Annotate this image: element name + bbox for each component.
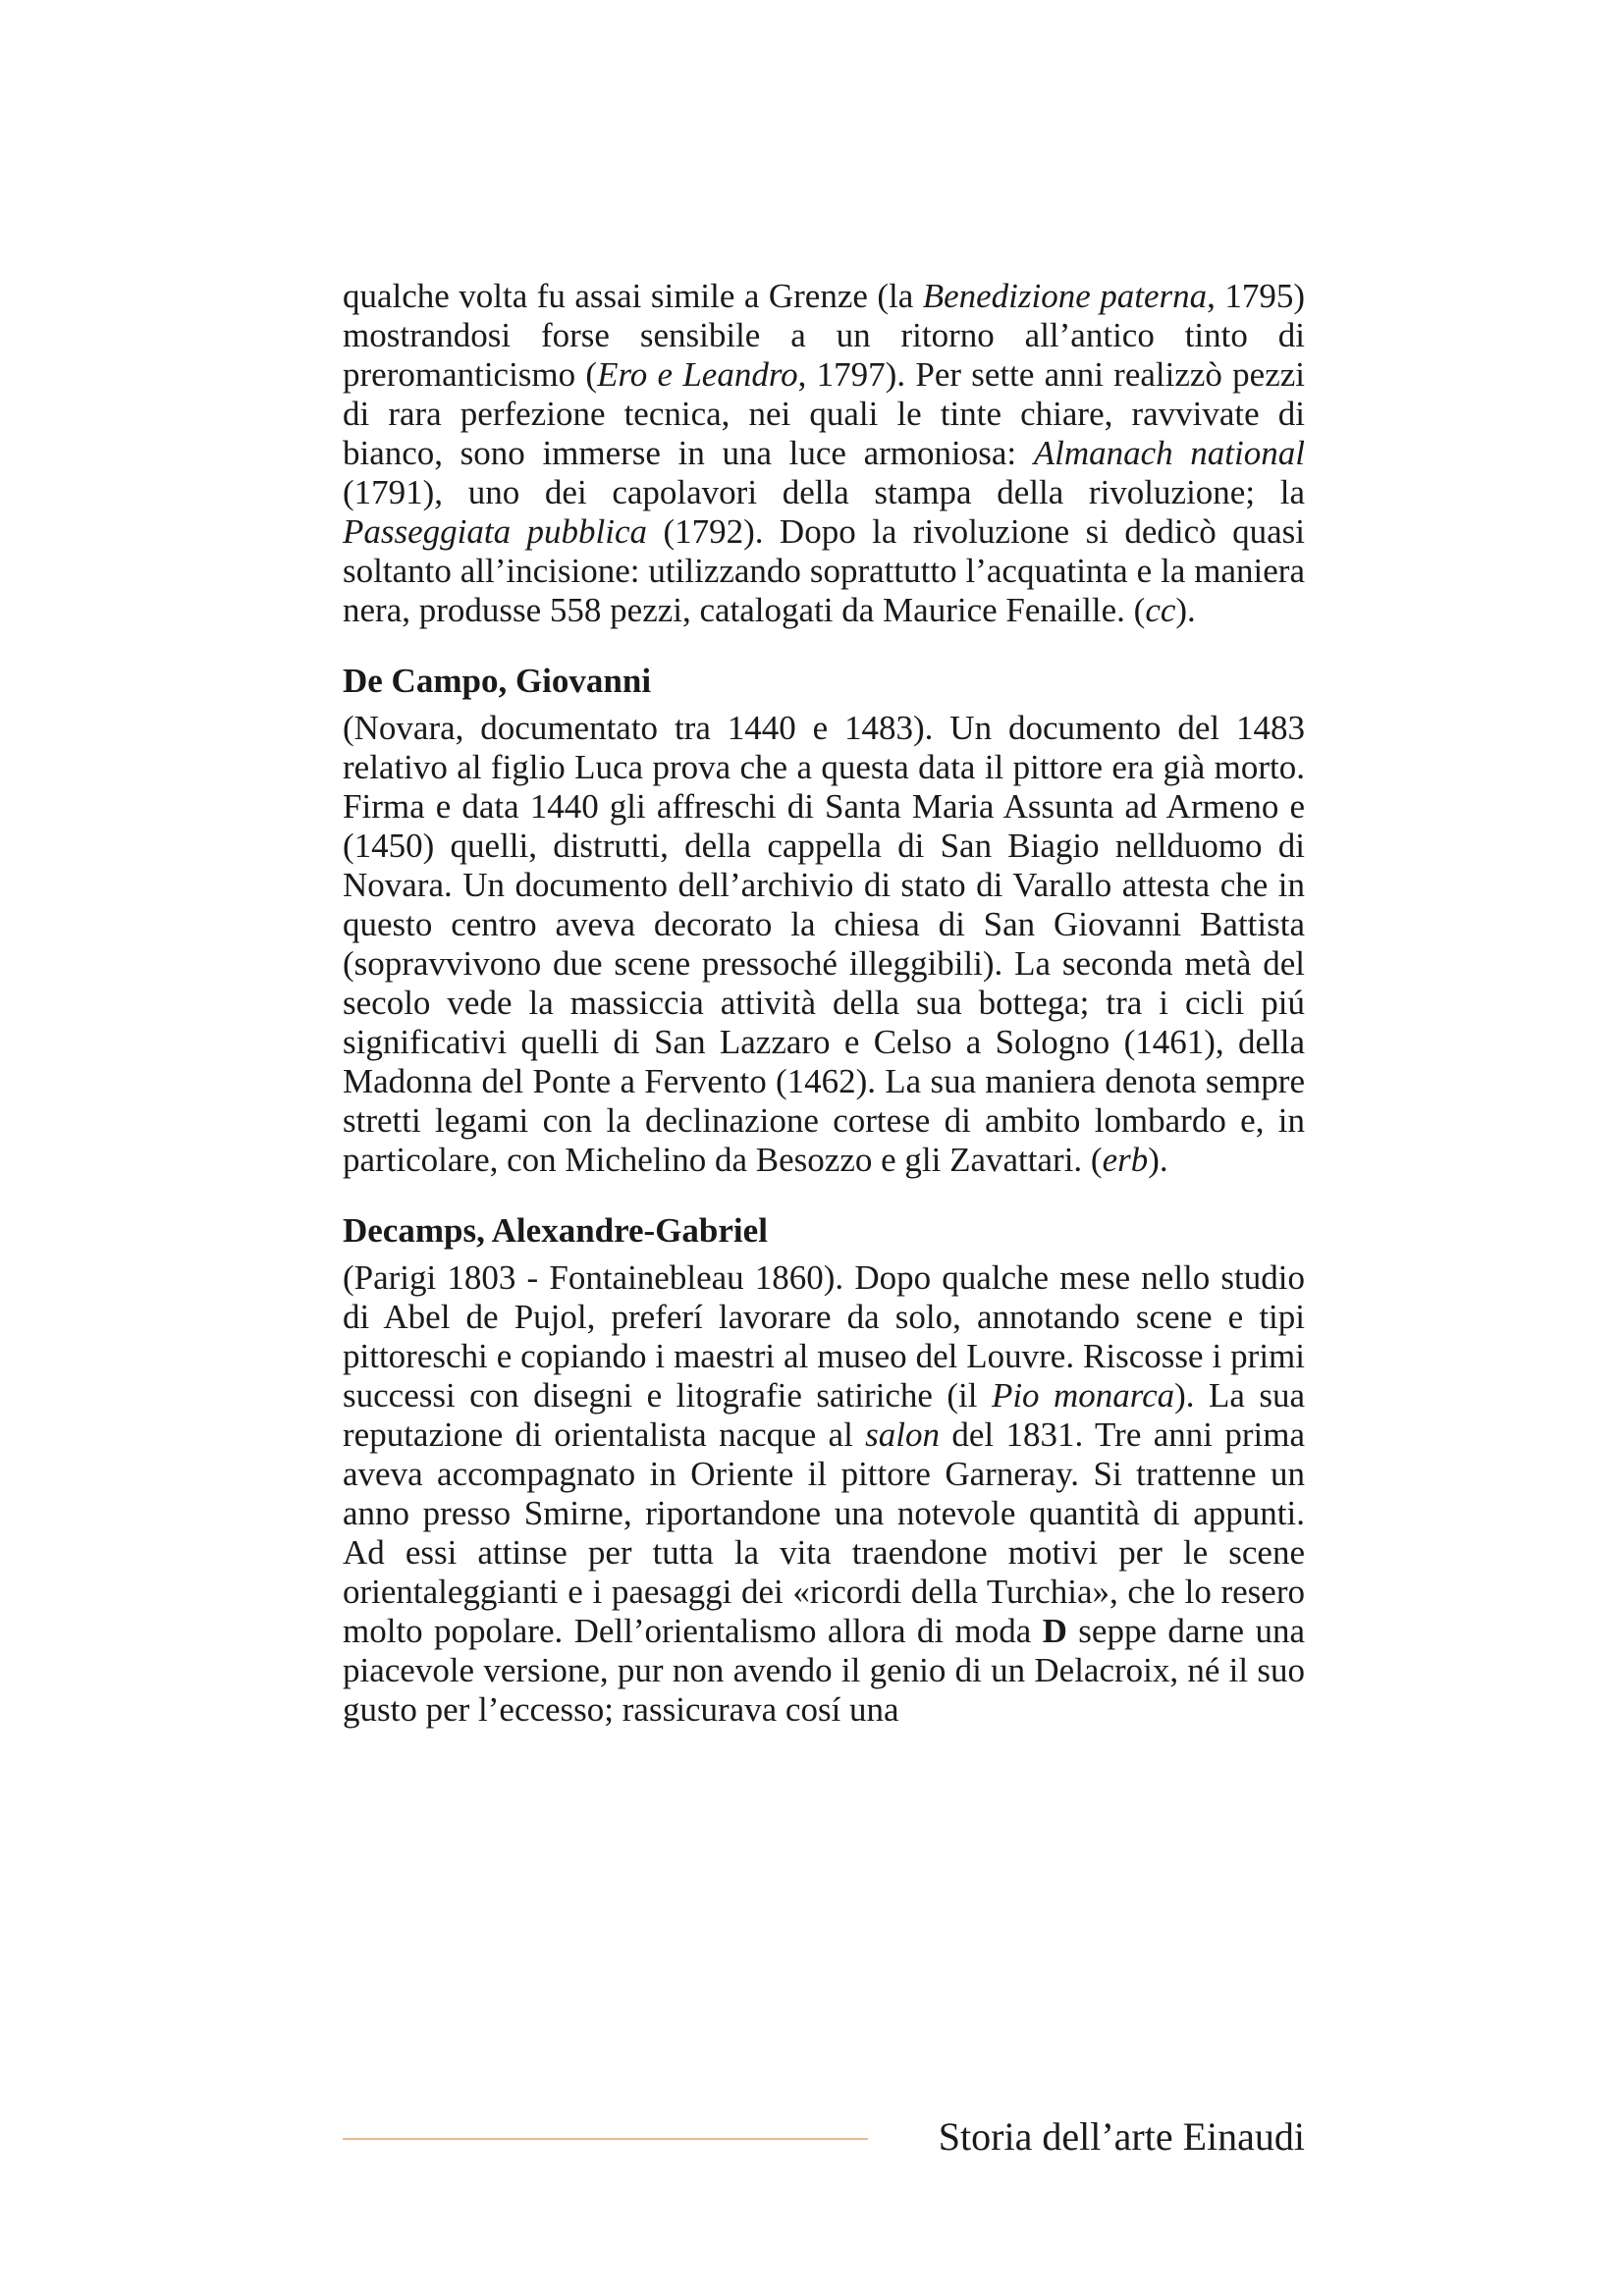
text-run: , 1795) mostrandosi forse sensibile a un ritorno all’antico tinto di preromanticismo ( (343, 277, 1306, 394)
italic-text: Pio monarca (991, 1376, 1175, 1415)
text-run: seppe darne una piacevole versione, pur non avendo il genio di un Delacroix, né il suo gusto per l’eccesso; rassicurava cosí una (343, 1612, 1305, 1729)
italic-text: Passeggiata pubblica (343, 512, 648, 551)
italic-text: salon (865, 1415, 941, 1454)
footer-publisher: Storia dell’arte Einaudi (938, 2114, 1305, 2159)
italic-text: erb (1102, 1141, 1149, 1179)
entry-title: Decamps, Alexandre-Gabriel (343, 1211, 768, 1250)
entry-text (343, 1258, 1305, 1730)
page-body (343, 277, 1305, 1730)
text-run: ). La sua reputazione di orientalista nacque al (343, 1376, 1305, 1454)
italic-text: Benedizione paterna (922, 277, 1208, 315)
text-run: ). (1148, 1141, 1168, 1179)
entry-text (343, 709, 1305, 1180)
italic-text: Almanach national (1033, 434, 1305, 472)
footer-rule (343, 2138, 868, 2140)
text-run: (1792). Dopo la rivoluzione si dedicò quasi soltanto all’incisione: utilizzando soprattutto l’acquatinta e la maniera nera, produsse 558 pezzi, catalogati da Maurice Fenaille. ( (343, 512, 1305, 629)
text-run: del 1831. Tre anni prima aveva accompagnato in Oriente il pittore Garneray. Si trattenne un anno presso Smirne, riportandone una notevole quantità di appunti. Ad essi attinse per tutta la vita traendone motivi per le scene orientaleggianti e i paesaggi dei «ricordi della Turchia», che lo resero molto popolare. Dell’orientalismo allora di moda (343, 1415, 1305, 1650)
italic-text: Ero e Leandro (597, 355, 798, 394)
entry-de-campo (343, 662, 1305, 1180)
bold-text: D (1042, 1612, 1067, 1650)
italic-text: cc (1145, 591, 1176, 629)
text-run: , 1797). Per sette anni realizzò pezzi di rara perfezione tecnica, nei quali le tinte chiare, ravvivate di bianco, sono immerse in una luce armoniosa: (343, 355, 1306, 472)
text-run: (Parigi 1803 - Fontainebleau 1860). Dopo qualche mese nello studio di Abel de Pujol, preferí lavorare da solo, annotando scene e tipi pittoreschi e copiando i maestri al museo del Louvre. Riscosse i primi successi con disegni e litografie satiriche (il (343, 1258, 1305, 1415)
text-run: ). (1175, 591, 1196, 629)
text-run: qualche volta fu assai simile a Grenze (la (343, 277, 923, 315)
text-run: (1791), uno dei capolavori della stampa della rivoluzione; la (343, 473, 1305, 511)
entry-title: De Campo, Giovanni (343, 662, 652, 700)
intro-paragraph (343, 277, 1305, 630)
entry-decamps (343, 1211, 1305, 1730)
page-footer (343, 2112, 1305, 2162)
text-run: (Novara, documentato tra 1440 e 1483). Un documento del 1483 relativo al figlio Luca prova che a questa data il pittore era già morto. Firma e data 1440 gli affreschi di Santa Maria Assunta ad Armeno e (1450) quelli, distrutti, della cappella di San Biagio nellduomo di Novara. Un documento dell’archivio di stato di Varallo attesta che in questo centro aveva decorato la chiesa di San Giovanni Battista (sopravvivono due scene pressoché illeggibili). La seconda metà del secolo vede la massiccia attività della sua bottega; tra i cicli piú significativi quelli di San Lazzaro e Celso a Sologno (1461), della Madonna del Ponte a Fervento (1462). La sua maniera denota sempre stretti legami con la declinazione cortese di ambito lombardo e, in particolare, con Michelino da Besozzo e gli Zavattari. ( (343, 709, 1305, 1179)
